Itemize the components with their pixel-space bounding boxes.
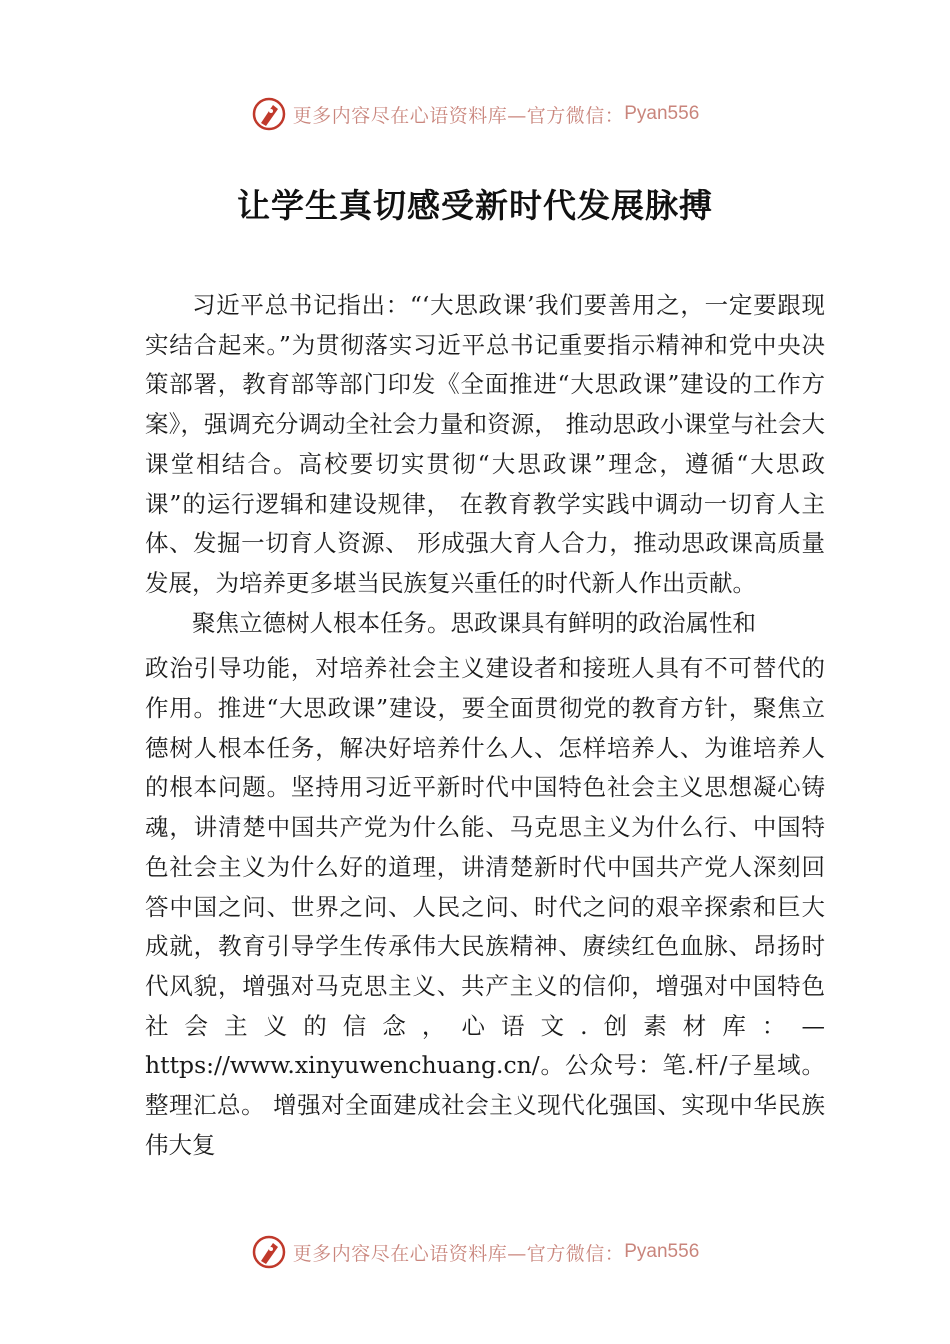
banner-text: 更多内容尽在心语资料库—官方微信： bbox=[292, 1242, 625, 1265]
article-body bbox=[145, 286, 825, 1165]
paragraph-2-first-line: 聚焦立德树人根本任务。思政课具有鲜明的政治属性和 bbox=[192, 608, 756, 637]
page-title: 让学生真切感受新时代发展脉搏 bbox=[237, 186, 713, 225]
paragraph-2 bbox=[145, 604, 825, 1166]
pen-nib-logo-icon bbox=[251, 1234, 287, 1270]
banner-wechat-id: Pyan556 bbox=[624, 1241, 700, 1262]
banner-text: 更多内容尽在心语资料库—官方微信： bbox=[292, 104, 625, 127]
paragraph-1: 习近平总书记指出：“‘大思政课’我们要善用之，一定要跟现实结合起来。”为贯彻落实习近平总书记重要指示精神和党中央决策部署，教育部等部门印发《全面推进“大思政课”建设的工作方案》，强调充分调动全社会力量和资源， 推动思政小课堂与社会大课堂相结合。高校要切实贯彻“大思政课”理念，遵循“大思政课”的运行逻辑和建设规律， 在教育教学实践中调动一切育人主体、发掘一切育人资源、 形成强大育人合力，推动思政课高质量发展，为培养更多堪当民族复兴重任的时代新人作出贡献。 bbox=[145, 291, 825, 597]
pen-nib-logo-icon bbox=[251, 96, 287, 132]
footer-watermark-banner bbox=[0, 1232, 950, 1272]
header-watermark-banner bbox=[0, 94, 950, 134]
banner-wechat-id: Pyan556 bbox=[624, 103, 700, 124]
paragraph-2-rest: 政治引导功能，对培养社会主义建设者和接班人具有不可替代的作用。推进“大思政课”建设，要全面贯彻党的教育方针，聚焦立德树人根本任务，解决好培养什么人、怎样培养人、为谁培养人的根本问题。坚持用习近平新时代中国特色社会主义思想凝心铸魂，讲清楚中国共产党为什么能、马克思主义为什么行、中国特色社会主义为什么好的道理，讲清楚新时代中国共产党人深刻回答中国之问、世界之问、人民之问、时代之问的艰辛探索和巨大成就，教育引导学生传承伟大民族精神、赓续红色血脉、昂扬时代风貌，增强对马克思主义、共产主义的信仰，增强对中国特色社会主义的信念，心语文.创素材库：—https://www.xinyuwenchuang.cn/。公众号：笔.杆/子星域。整理汇总。 增强对全面建成社会主义现代化强国、实现中华民族伟大复 bbox=[145, 654, 825, 1159]
